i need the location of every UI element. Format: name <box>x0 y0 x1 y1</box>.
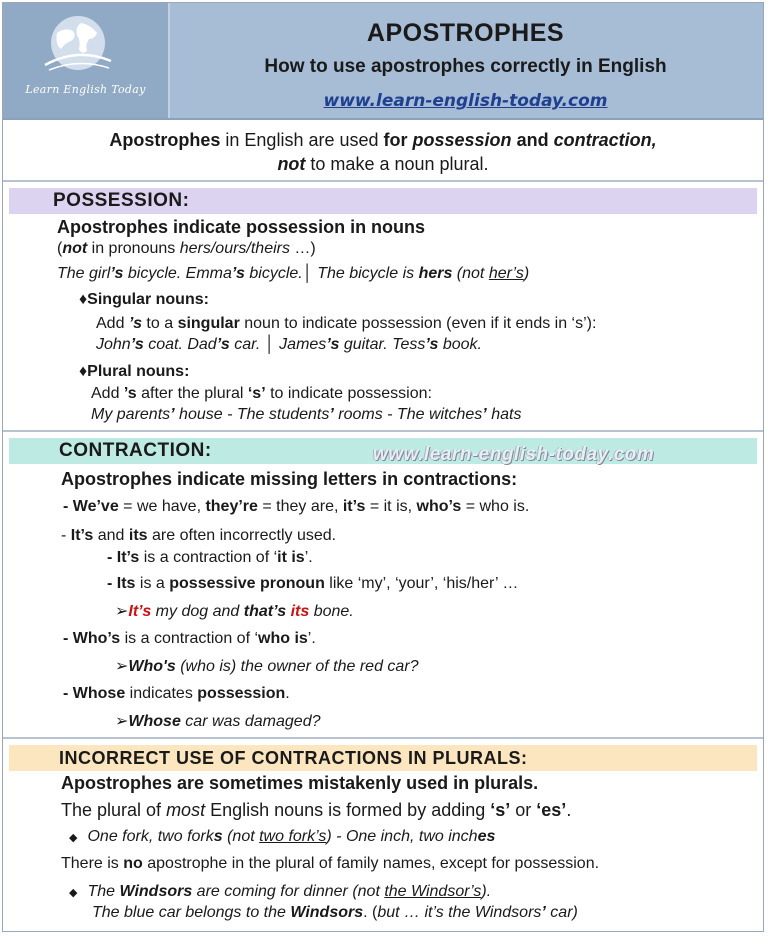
text: ’ <box>541 904 546 921</box>
text: ( <box>57 240 63 257</box>
text: and <box>93 527 129 544</box>
text: Add <box>91 385 124 402</box>
possession-line: Apostrophes indicate possession in nouns <box>57 217 426 237</box>
contraction-heading: CONTRACTION: <box>9 438 757 464</box>
text: s <box>213 828 223 845</box>
text: . ( <box>363 904 378 921</box>
incorrect-line <box>61 855 599 873</box>
text: no <box>123 855 143 872</box>
text: ’s <box>128 315 142 332</box>
text: her’s <box>488 265 524 282</box>
text: possessive pronoun <box>169 575 325 592</box>
globe-icon <box>43 15 113 73</box>
contraction-line <box>107 549 313 567</box>
arrow-bullet-icon: ➢ <box>115 658 129 675</box>
text: is a <box>135 575 170 592</box>
intro-box <box>3 122 763 182</box>
text: noun to indicate possession (even if it ends in ‘s’): <box>239 315 597 332</box>
text: = they are, <box>257 498 343 515</box>
text: The blue car belongs to the <box>92 904 291 921</box>
text: two fork’s <box>259 828 327 845</box>
possession-example <box>57 265 529 283</box>
intro-text: for <box>383 130 413 150</box>
text: hers/ours/theirs <box>179 240 290 257</box>
singular-label <box>79 291 209 309</box>
text: = who is. <box>461 498 530 515</box>
text: car. <box>229 336 265 353</box>
text: to a <box>141 315 178 332</box>
text: ’s <box>130 336 144 353</box>
text: The bicycle is <box>312 265 419 282</box>
text: guitar. Tess <box>339 336 426 353</box>
text: ). <box>481 883 492 900</box>
incorrect-example <box>69 828 495 846</box>
watermark: www.learn-english-today.com <box>373 444 655 465</box>
text: It’s <box>128 603 152 620</box>
text: Windsors <box>290 904 364 921</box>
intro-text: and <box>511 130 554 150</box>
text: John <box>96 336 131 353</box>
text: James <box>274 336 327 353</box>
page-title: APOSTROPHES <box>366 19 565 47</box>
text: Singular nouns: <box>87 291 209 308</box>
text: . <box>566 800 572 820</box>
text: apostrophe in the plural of family names, except for possession. <box>142 855 600 872</box>
intro-text: Apostrophes <box>109 130 221 150</box>
diamond-bullet-icon: ◆ <box>69 887 78 899</box>
text: like ‘my’, ‘your’, ‘his/her’ … <box>324 575 519 592</box>
contraction-example <box>115 601 354 621</box>
text: that’s <box>243 603 287 620</box>
text: (not <box>222 828 260 845</box>
text: the Windsor’s <box>384 883 482 900</box>
text: ‘es’ <box>536 800 567 820</box>
text: or <box>510 800 537 820</box>
site-link-text[interactable]: www.learn-english-today.com <box>323 91 608 111</box>
singular-rule <box>96 315 596 333</box>
text: = it is, <box>365 498 417 515</box>
possession-heading: POSSESSION: <box>9 188 757 214</box>
contraction-example <box>115 656 419 676</box>
text: after the plural <box>136 385 248 402</box>
text: to indicate possession: <box>265 385 432 402</box>
text: English nouns is formed by adding <box>205 800 491 820</box>
text: but … it’s the Windsors <box>377 904 542 921</box>
text: ’ <box>170 406 175 423</box>
contraction-line <box>63 685 290 703</box>
text: its <box>128 527 148 544</box>
text: It’s <box>70 527 94 544</box>
text: are coming for dinner (not <box>192 883 385 900</box>
text: hats <box>486 406 522 423</box>
text: bicycle. <box>244 265 303 282</box>
text: - We’ve <box>63 498 119 515</box>
arrow-bullet-icon: ➢ <box>115 603 129 620</box>
incorrect-section <box>3 741 763 931</box>
page-subtitle: How to use apostrophes correctly in English <box>264 56 667 77</box>
text: ’s <box>110 265 124 282</box>
intro-line-2 <box>3 154 763 175</box>
text: my dog and <box>151 603 244 620</box>
text: ’s <box>231 265 245 282</box>
text: ) <box>523 265 530 282</box>
incorrect-heading: INCORRECT USE OF CONTRACTIONS IN PLURALS: <box>9 745 757 771</box>
logo-text: Learn English Today <box>25 83 146 96</box>
text: house - The students <box>174 406 330 423</box>
text: My parents <box>91 406 171 423</box>
site-link[interactable] <box>168 91 763 111</box>
text: indicates <box>125 685 198 702</box>
logo <box>3 3 170 118</box>
singular-example <box>96 336 482 354</box>
text: - Whose <box>63 685 126 702</box>
contraction-example <box>115 711 321 731</box>
text: it is <box>277 549 305 566</box>
text: ’s <box>123 385 137 402</box>
text: The plural of <box>61 800 167 820</box>
text: hers <box>418 265 453 282</box>
text: Windsors <box>119 883 193 900</box>
text: rooms - The witches <box>333 406 483 423</box>
contraction-line <box>107 575 518 593</box>
text: - Who’s <box>63 630 121 647</box>
header <box>3 3 763 120</box>
text: coat. Dad <box>143 336 217 353</box>
text: ’. <box>307 630 316 647</box>
text: car was damaged? <box>180 713 321 730</box>
incorrect-line <box>61 800 571 821</box>
contraction-section <box>3 434 763 739</box>
intro-text: possession <box>412 130 512 150</box>
text: - It’s <box>107 549 140 566</box>
intro-text: not <box>277 154 306 174</box>
text: it’s <box>342 498 366 515</box>
text: most <box>166 800 206 820</box>
text: ’s <box>425 336 439 353</box>
arrow-bullet-icon: ➢ <box>115 713 129 730</box>
contraction-line <box>61 527 336 545</box>
intro-text: in English are used <box>220 130 384 150</box>
contraction-line <box>61 469 517 490</box>
text: singular <box>177 315 240 332</box>
text: car) <box>545 904 578 921</box>
text: - <box>61 527 71 544</box>
text: are often incorrectly used. <box>147 527 337 544</box>
intro-line-1 <box>3 130 763 151</box>
plural-label <box>79 363 189 381</box>
text: The <box>87 883 120 900</box>
text: ’s <box>216 336 230 353</box>
text: ’ <box>482 406 487 423</box>
text: ’s <box>326 336 340 353</box>
divider: │ <box>302 265 313 282</box>
text: (not <box>452 265 489 282</box>
text: not <box>62 240 88 257</box>
text: ) - One inch, two inch <box>326 828 478 845</box>
text: One fork, two fork <box>87 828 214 845</box>
text: Add <box>96 315 129 332</box>
text: they’re <box>205 498 258 515</box>
text: The girl <box>57 265 111 282</box>
text: . <box>285 685 290 702</box>
text: Plural nouns: <box>87 363 190 380</box>
contraction-line <box>63 498 529 516</box>
text: book. <box>438 336 482 353</box>
text: in pronouns <box>87 240 180 257</box>
text: ‘s’ <box>490 800 511 820</box>
text: is a contraction of ‘ <box>120 630 259 647</box>
text: = we have, <box>118 498 206 515</box>
text: bone. <box>309 603 354 620</box>
text: who’s <box>416 498 462 515</box>
divider: │ <box>264 336 275 353</box>
contraction-line <box>63 630 316 648</box>
diamond-bullet-icon: ♦ <box>79 363 88 380</box>
text: ’ <box>329 406 334 423</box>
intro-text: to make a noun plural. <box>305 154 489 174</box>
text: who is <box>258 630 308 647</box>
text: ’. <box>304 549 313 566</box>
text: ‘s’ <box>247 385 266 402</box>
possession-section <box>3 184 763 432</box>
incorrect-example <box>92 904 578 922</box>
text: There is <box>61 855 124 872</box>
text: possession <box>197 685 286 702</box>
incorrect-example <box>69 883 491 901</box>
plural-rule <box>91 385 432 403</box>
text: its <box>290 603 310 620</box>
text: Whose <box>128 713 181 730</box>
incorrect-line: Apostrophes are sometimes mistakenly used in plurals. <box>61 773 539 793</box>
intro-text: contraction, <box>553 130 657 150</box>
text: Who's <box>128 658 176 675</box>
diamond-bullet-icon: ♦ <box>79 291 88 308</box>
text: is a contraction of ‘ <box>139 549 278 566</box>
text: - Its <box>107 575 136 592</box>
diamond-bullet-icon: ◆ <box>69 832 78 844</box>
text: …) <box>289 240 316 257</box>
possession-line <box>57 240 316 258</box>
plural-example <box>91 406 521 424</box>
text: bicycle. Emma <box>123 265 232 282</box>
text: (who is) the owner of the red car? <box>175 658 419 675</box>
text: es <box>477 828 496 845</box>
text: Apostrophes indicate missing letters in contractions: <box>61 469 518 489</box>
